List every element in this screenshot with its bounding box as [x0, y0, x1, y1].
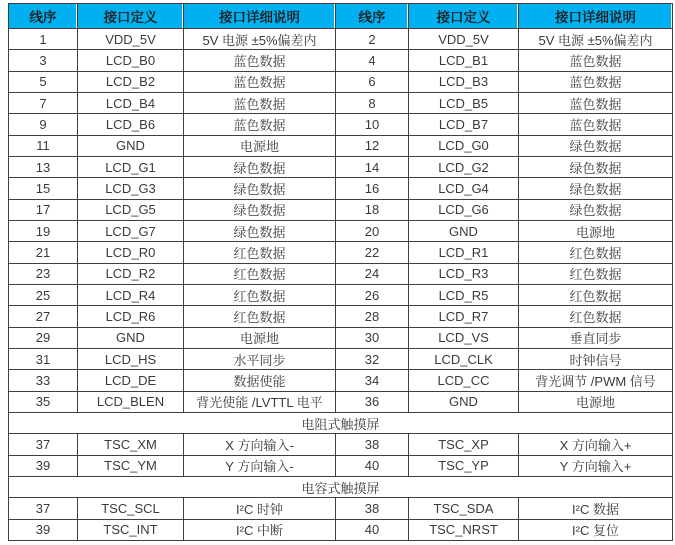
- pin-description-cell: 红色数据: [184, 242, 336, 263]
- pin-number-cell: 13: [9, 156, 78, 177]
- pin-number-cell: 40: [336, 519, 409, 540]
- pin-description-cell: 蓝色数据: [184, 71, 336, 92]
- pin-signal-cell: LCD_B3: [409, 71, 519, 92]
- table-row: [9, 71, 673, 92]
- pin-signal-cell: LCD_G7: [78, 220, 184, 241]
- pin-description-cell: 电源地: [519, 391, 673, 412]
- pin-description-cell: 电源地: [184, 327, 336, 348]
- pin-signal-cell: LCD_CC: [409, 370, 519, 391]
- pin-number-cell: 35: [9, 391, 78, 412]
- pin-signal-cell: LCD_HS: [78, 348, 184, 369]
- pin-signal-cell: TSC_XM: [78, 434, 184, 455]
- pin-description-cell: 绿色数据: [519, 178, 673, 199]
- pin-signal-cell: TSC_SCL: [78, 498, 184, 519]
- pin-number-cell: 28: [336, 306, 409, 327]
- pin-signal-cell: VDD_5V: [78, 29, 184, 50]
- pin-description-cell: 蓝色数据: [519, 114, 673, 135]
- pin-description-cell: 5V 电源 ±5%偏差内: [184, 29, 336, 50]
- pin-signal-cell: LCD_R7: [409, 306, 519, 327]
- pin-signal-cell: TSC_YP: [409, 455, 519, 476]
- pin-description-cell: 水平同步: [184, 348, 336, 369]
- pin-number-cell: 2: [336, 29, 409, 50]
- pin-number-cell: 18: [336, 199, 409, 220]
- pin-description-cell: 红色数据: [519, 284, 673, 305]
- pin-description-cell: 绿色数据: [184, 199, 336, 220]
- header-cell: 接口详细说明: [184, 4, 336, 29]
- pin-number-cell: 5: [9, 71, 78, 92]
- pin-number-cell: 4: [336, 50, 409, 71]
- pin-description-cell: I²C 数据: [519, 498, 673, 519]
- pin-signal-cell: TSC_YM: [78, 455, 184, 476]
- section-header-cell: 电容式触摸屏: [9, 476, 673, 497]
- pin-description-cell: I²C 复位: [519, 519, 673, 540]
- pin-number-cell: 30: [336, 327, 409, 348]
- pin-signal-cell: LCD_VS: [409, 327, 519, 348]
- pin-number-cell: 37: [9, 434, 78, 455]
- pin-number-cell: 24: [336, 263, 409, 284]
- header-cell: 线序: [9, 4, 78, 29]
- pin-number-cell: 8: [336, 92, 409, 113]
- pin-number-cell: 1: [9, 29, 78, 50]
- pin-signal-cell: LCD_B0: [78, 50, 184, 71]
- pin-signal-cell: LCD_G4: [409, 178, 519, 199]
- pin-number-cell: 12: [336, 135, 409, 156]
- pin-signal-cell: GND: [78, 135, 184, 156]
- pin-number-cell: 34: [336, 370, 409, 391]
- pin-signal-cell: LCD_R6: [78, 306, 184, 327]
- pin-signal-cell: LCD_G6: [409, 199, 519, 220]
- pin-description-cell: 绿色数据: [184, 220, 336, 241]
- pin-description-cell: 蓝色数据: [519, 71, 673, 92]
- table-body: [9, 29, 673, 541]
- pin-signal-cell: LCD_R5: [409, 284, 519, 305]
- pin-signal-cell: LCD_CLK: [409, 348, 519, 369]
- pin-description-cell: Y 方向输入-: [184, 455, 336, 476]
- pin-description-cell: 电源地: [519, 220, 673, 241]
- pin-signal-cell: TSC_NRST: [409, 519, 519, 540]
- section-row: [9, 412, 673, 433]
- pin-number-cell: 39: [9, 455, 78, 476]
- pin-description-cell: 蓝色数据: [519, 50, 673, 71]
- pin-signal-cell: LCD_R1: [409, 242, 519, 263]
- pin-description-cell: I²C 时钟: [184, 498, 336, 519]
- header-cell: 接口定义: [78, 4, 184, 29]
- table-row: [9, 220, 673, 241]
- table-row: [9, 306, 673, 327]
- pin-description-cell: 绿色数据: [184, 178, 336, 199]
- pin-number-cell: 31: [9, 348, 78, 369]
- pin-number-cell: 33: [9, 370, 78, 391]
- pin-signal-cell: LCD_R3: [409, 263, 519, 284]
- pin-number-cell: 3: [9, 50, 78, 71]
- pin-description-cell: 背光调节 /PWM 信号: [519, 370, 673, 391]
- pin-signal-cell: LCD_R2: [78, 263, 184, 284]
- pin-description-cell: 电源地: [184, 135, 336, 156]
- pin-description-cell: 时钟信号: [519, 348, 673, 369]
- pin-number-cell: 38: [336, 498, 409, 519]
- pin-signal-cell: LCD_B5: [409, 92, 519, 113]
- table-row: [9, 498, 673, 519]
- pin-description-cell: I²C 中断: [184, 519, 336, 540]
- table-row: [9, 327, 673, 348]
- pin-number-cell: 25: [9, 284, 78, 305]
- pin-description-cell: 垂直同步: [519, 327, 673, 348]
- pin-number-cell: 26: [336, 284, 409, 305]
- pin-signal-cell: TSC_XP: [409, 434, 519, 455]
- pin-number-cell: 40: [336, 455, 409, 476]
- table-row: [9, 178, 673, 199]
- pin-signal-cell: TSC_INT: [78, 519, 184, 540]
- pin-description-cell: 绿色数据: [519, 156, 673, 177]
- pin-number-cell: 10: [336, 114, 409, 135]
- pin-number-cell: 29: [9, 327, 78, 348]
- pin-signal-cell: LCD_B1: [409, 50, 519, 71]
- table-row: [9, 284, 673, 305]
- pin-signal-cell: LCD_R0: [78, 242, 184, 263]
- pin-number-cell: 39: [9, 519, 78, 540]
- pin-description-cell: 蓝色数据: [519, 92, 673, 113]
- pin-number-cell: 32: [336, 348, 409, 369]
- table-row: [9, 370, 673, 391]
- pin-signal-cell: GND: [409, 220, 519, 241]
- header-row: [9, 4, 673, 29]
- pin-description-cell: 蓝色数据: [184, 114, 336, 135]
- pin-number-cell: 22: [336, 242, 409, 263]
- pin-number-cell: 36: [336, 391, 409, 412]
- header-cell: 接口定义: [409, 4, 519, 29]
- pin-description-cell: 蓝色数据: [184, 92, 336, 113]
- pin-signal-cell: LCD_B2: [78, 71, 184, 92]
- table-row: [9, 135, 673, 156]
- pin-number-cell: 20: [336, 220, 409, 241]
- pin-signal-cell: LCD_G3: [78, 178, 184, 199]
- pin-signal-cell: LCD_G1: [78, 156, 184, 177]
- pin-signal-cell: TSC_SDA: [409, 498, 519, 519]
- table-row: [9, 519, 673, 540]
- pin-signal-cell: LCD_B4: [78, 92, 184, 113]
- pin-description-cell: 红色数据: [184, 284, 336, 305]
- pin-number-cell: 11: [9, 135, 78, 156]
- pin-signal-cell: LCD_DE: [78, 370, 184, 391]
- pin-number-cell: 7: [9, 92, 78, 113]
- pin-signal-cell: LCD_G5: [78, 199, 184, 220]
- pin-number-cell: 38: [336, 434, 409, 455]
- pin-description-cell: 数据使能: [184, 370, 336, 391]
- table-row: [9, 348, 673, 369]
- pin-number-cell: 16: [336, 178, 409, 199]
- pin-description-cell: X 方向输入+: [519, 434, 673, 455]
- pin-description-cell: Y 方向输入+: [519, 455, 673, 476]
- pin-signal-cell: GND: [78, 327, 184, 348]
- pin-description-cell: 背光使能 /LVTTL 电平: [184, 391, 336, 412]
- table-row: [9, 114, 673, 135]
- pin-description-cell: 红色数据: [184, 306, 336, 327]
- pin-description-cell: 5V 电源 ±5%偏差内: [519, 29, 673, 50]
- pin-description-cell: 红色数据: [184, 263, 336, 284]
- header-cell: 线序: [336, 4, 409, 29]
- pin-number-cell: 17: [9, 199, 78, 220]
- pin-signal-cell: LCD_G0: [409, 135, 519, 156]
- table-row: [9, 263, 673, 284]
- pin-description-cell: 红色数据: [519, 263, 673, 284]
- pin-number-cell: 9: [9, 114, 78, 135]
- table-row: [9, 199, 673, 220]
- pin-number-cell: 27: [9, 306, 78, 327]
- pin-description-cell: 蓝色数据: [184, 50, 336, 71]
- pin-description-cell: 红色数据: [519, 242, 673, 263]
- table-row: [9, 455, 673, 476]
- table-row: [9, 434, 673, 455]
- table-row: [9, 92, 673, 113]
- pin-number-cell: 19: [9, 220, 78, 241]
- pin-description-cell: 绿色数据: [184, 156, 336, 177]
- pin-definition-table: [8, 3, 673, 541]
- table-row: [9, 50, 673, 71]
- section-header-cell: 电阻式触摸屏: [9, 412, 673, 433]
- table-row: [9, 391, 673, 412]
- pin-number-cell: 6: [336, 71, 409, 92]
- pin-number-cell: 15: [9, 178, 78, 199]
- pin-signal-cell: LCD_R4: [78, 284, 184, 305]
- pin-signal-cell: LCD_G2: [409, 156, 519, 177]
- pin-signal-cell: LCD_B6: [78, 114, 184, 135]
- header-cell: 接口详细说明: [519, 4, 673, 29]
- pin-signal-cell: VDD_5V: [409, 29, 519, 50]
- pin-number-cell: 37: [9, 498, 78, 519]
- table-row: [9, 156, 673, 177]
- pin-number-cell: 21: [9, 242, 78, 263]
- table-row: [9, 242, 673, 263]
- pin-description-cell: 红色数据: [519, 306, 673, 327]
- pin-description-cell: X 方向输入-: [184, 434, 336, 455]
- pin-description-cell: 绿色数据: [519, 199, 673, 220]
- table-row: [9, 29, 673, 50]
- pin-number-cell: 23: [9, 263, 78, 284]
- pin-description-cell: 绿色数据: [519, 135, 673, 156]
- section-row: [9, 476, 673, 497]
- pin-signal-cell: LCD_BLEN: [78, 391, 184, 412]
- pin-number-cell: 14: [336, 156, 409, 177]
- pin-signal-cell: GND: [409, 391, 519, 412]
- pin-signal-cell: LCD_B7: [409, 114, 519, 135]
